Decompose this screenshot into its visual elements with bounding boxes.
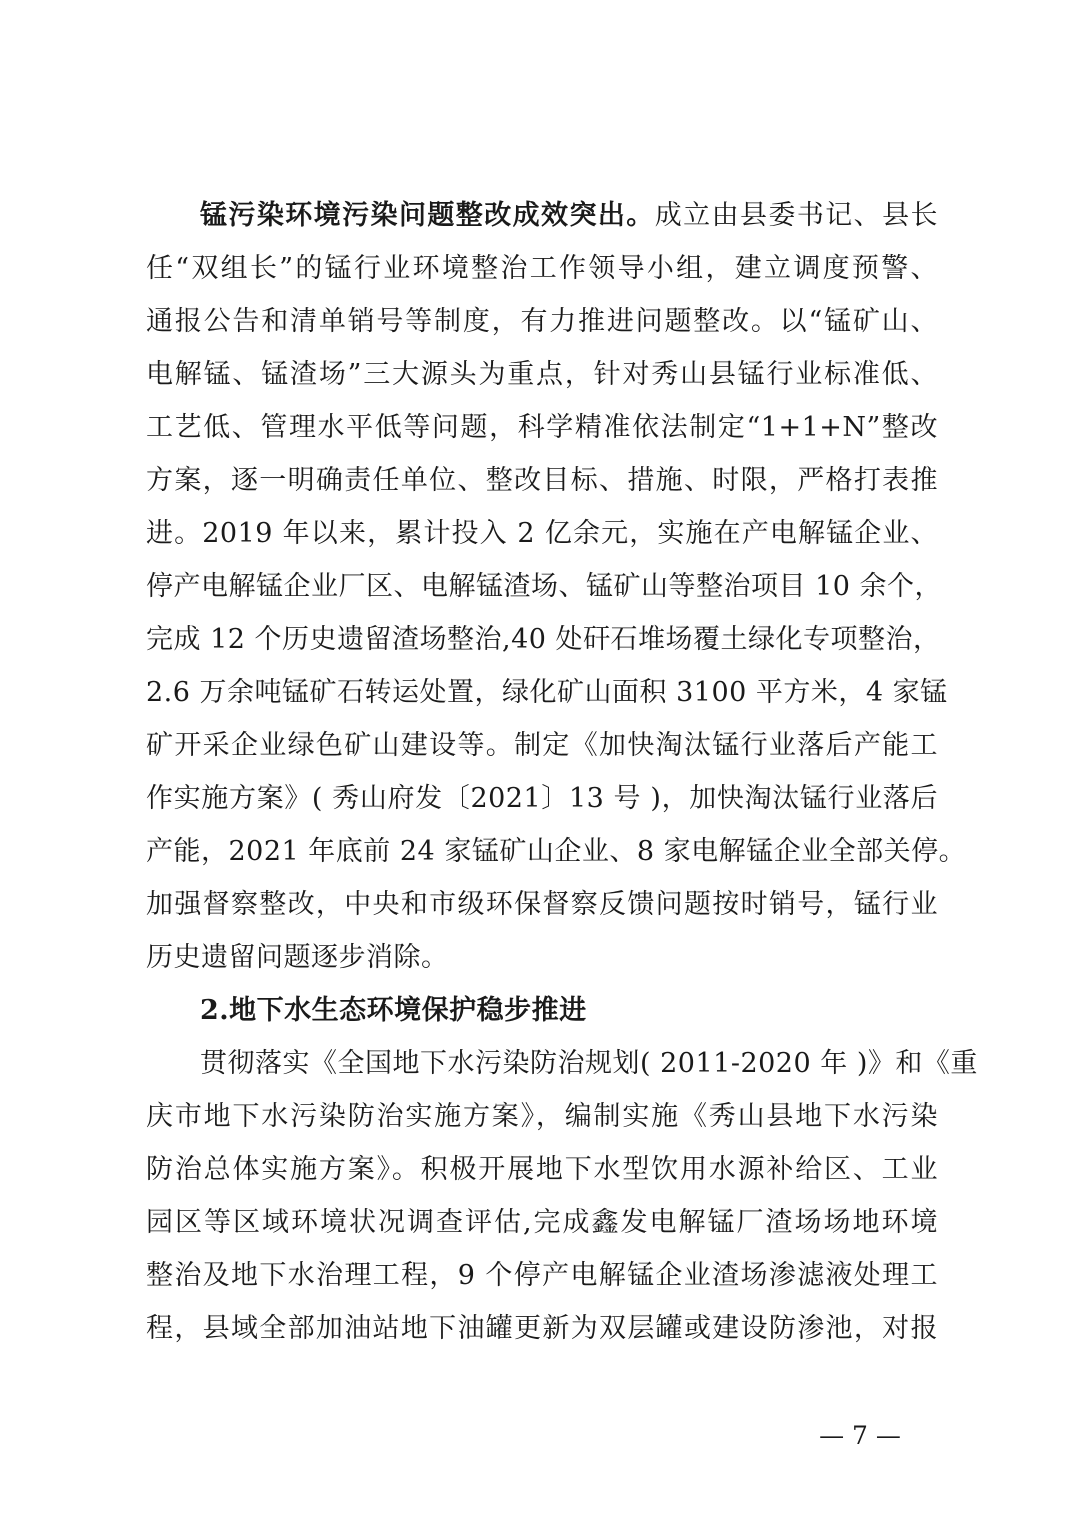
paragraph-line: 停产电解锰企业厂区、电解锰渣场、锰矿山等整治项目 10 余个， [146, 571, 943, 602]
paragraph-line: 历史遗留问题逐步消除。 [146, 942, 449, 973]
paragraph-line: 电解锰、锰渣场”三大源头为重点，针对秀山县锰行业标准低、 [146, 359, 938, 390]
paragraph-line: 程，县域全部加油站地下油罐更新为双层罐或建设防渗池，对报 [146, 1313, 938, 1344]
paragraph-line: 通报公告和清单销号等制度，有力推进问题整改。以“锰矿山、 [146, 306, 938, 337]
paragraph-line: 贯彻落实《全国地下水污染防治规划( 2011-2020 年 )》和《重 [200, 1048, 978, 1079]
paragraph-line: 产能，2021 年底前 24 家锰矿山企业、8 家电解锰企业全部关停。 [146, 836, 967, 867]
paragraph-line: 庆市地下水污染防治实施方案》，编制实施《秀山县地下水污染 [146, 1101, 938, 1132]
paragraph-line: 任“双组长”的锰行业环境整治工作领导小组，建立调度预警、 [146, 253, 938, 284]
paragraph-line: 园区等区域环境状况调查评估,完成鑫发电解锰厂渣场场地环境 [146, 1207, 938, 1238]
paragraph-line: 作实施方案》( 秀山府发〔2021〕13 号 )，加快淘汰锰行业落后 [146, 783, 938, 814]
paragraph-line: 工艺低、管理水平低等问题，科学精准依法制定“1+1+N”整改 [146, 412, 938, 443]
paragraph-line: 进。2019 年以来，累计投入 2 亿余元，实施在产电解锰企业、 [146, 518, 938, 549]
section-heading-manganese: 锰污染环境污染问题整改成效突出。 [200, 200, 655, 231]
section-heading-groundwater: 2.地下水生态环境保护稳步推进 [200, 995, 587, 1026]
paragraph-line [200, 198, 938, 234]
paragraph-line: 整治及地下水治理工程，9 个停产电解锰企业渣场渗滤液处理工 [146, 1260, 938, 1291]
page-number: — 7 — [819, 1421, 901, 1450]
paragraph-line: 矿开采企业绿色矿山建设等。制定《加快淘汰锰行业落后产能工 [146, 730, 938, 761]
paragraph-line: 方案，逐一明确责任单位、整改目标、措施、时限，严格打表推 [146, 465, 938, 496]
paragraph-line: 防治总体实施方案》。积极开展地下水型饮用水源补给区、工业 [146, 1154, 938, 1185]
paragraph-line: 加强督察整改，中央和市级环保督察反馈问题按时销号，锰行业 [146, 889, 938, 920]
paragraph-line: 完成 12 个历史遗留渣场整治,40 处矸石堆场覆土绿化专项整治， [146, 624, 941, 655]
paragraph-line: 2.6 万余吨锰矿石转运处置，绿化矿山面积 3100 平方米，4 家锰 [146, 677, 948, 708]
paragraph-text: 成立由县委书记、县长 [654, 200, 939, 231]
